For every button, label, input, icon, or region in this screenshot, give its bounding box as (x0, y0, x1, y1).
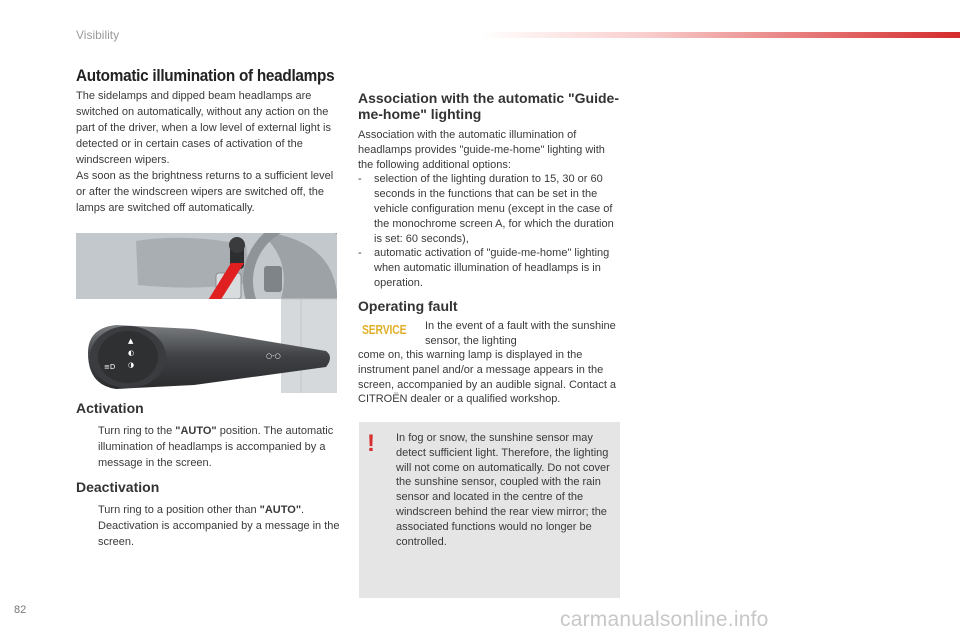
fault-text-bottom: come on, this warning lamp is displayed in the instrument panel and/or a message appears in the screen, accompanied by an audible signal. Contact a CITROËN dealer or a qualified workshop. (358, 349, 617, 406)
intro-text (76, 88, 338, 216)
intro-paragraph-2: As soon as the brightness returns to a sufficient level or after the windscreen wipers are switched off, the lamps are switched off automatically. (76, 170, 334, 214)
header-gradient-bar (480, 32, 960, 38)
watermark: carmanualsonline.info (560, 608, 769, 631)
exclamation-icon: ! (367, 430, 375, 457)
guide-me-home-intro: Association with the automatic illumination of headlamps provides "guide-me-home" lighting with the following additional options: (358, 129, 605, 171)
guide-me-home-heading: Association with the automatic "Guide-me-home" lighting (358, 90, 619, 122)
svg-text:◐: ◐ (128, 349, 135, 357)
stalk-illustration (76, 233, 337, 393)
activation-instruction: Turn ring to the "AUTO" position. The automatic illumination of headlamps is accompanied by a message in the screen. (98, 425, 334, 469)
svg-text:◑: ◑ (128, 361, 135, 369)
operating-fault-heading: Operating fault (358, 298, 458, 314)
fault-text-top: In the event of a fault with the sunshine sensor, the lighting (425, 320, 616, 347)
svg-text:▲: ▲ (128, 337, 134, 345)
deactivation-instruction: Turn ring to a position other than "AUTO". Deactivation is accompanied by a message in the screen. (98, 504, 340, 548)
page-number: 82 (14, 604, 27, 616)
note-text: In fog or snow, the sunshine sensor may detect sufficient light. Therefore, the lighting will not come on automatically. Do not cover the sunshine sensor, coupled with the rain sensor and located in the centre of the windscreen behind the rear view mirror; the associated functions would no longer be controlled. (396, 432, 610, 548)
section-title: Visibility (76, 28, 120, 42)
option-item: - selection of the lighting duration to 15, 30 or 60 seconds in the functions that can be set in the vehicle configuration menu (except in the case of the monochrome screen A, for which the duration is set: 60 seconds), (358, 173, 614, 245)
activation-heading: Activation (76, 400, 144, 416)
service-warning-icon: SERVICE (362, 322, 407, 337)
option-item: - automatic activation of "guide-me-home" lighting when automatic illumination of headlamps is in operation. (358, 247, 610, 289)
page-heading: Automatic illumination of headlamps (76, 66, 335, 85)
svg-text:○-○: ○-○ (266, 352, 281, 360)
guide-me-home-text (358, 128, 620, 291)
auto-keyword: "AUTO" (175, 425, 217, 437)
svg-text:≡D: ≡D (104, 363, 116, 371)
intro-paragraph-1: The sidelamps and dipped beam headlamps are switched on automatically, without any action on the part of the driver, when a low level of external light is detected or in certain cases of activation of the windscreen wipers. (76, 90, 331, 166)
deactivation-heading: Deactivation (76, 479, 160, 495)
auto-keyword: "AUTO" (259, 504, 302, 516)
